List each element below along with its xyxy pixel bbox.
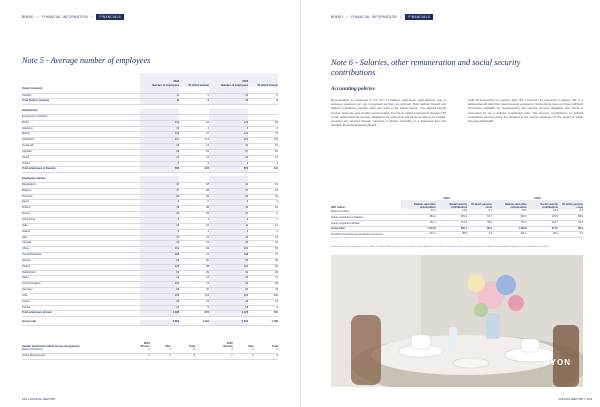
row-label: Employees in Sweden (22, 114, 140, 120)
row-value: 3 (140, 200, 179, 206)
row-value: 204 (209, 264, 248, 270)
row-label: Ireland (22, 229, 140, 235)
row-value: 2 600 (140, 320, 179, 325)
note-6-title: Note 6 - Salaries, other remuneration and social security contributions (331, 58, 521, 77)
row-value: 76 (248, 253, 278, 259)
row-label: India (22, 223, 140, 229)
row-value: 70 (179, 132, 209, 138)
row-value: 701.4 (401, 220, 436, 226)
row-value: 92 (209, 270, 248, 276)
row-value: 237 (140, 138, 179, 144)
row-label: Borås (22, 120, 140, 126)
row-value: 3 (209, 229, 248, 235)
right-page (300, 0, 600, 407)
row-value: 18 (179, 182, 209, 188)
row-label: United Kingdom (22, 282, 140, 288)
row-value: 43 (140, 241, 179, 247)
row-label: Örebro (22, 161, 140, 167)
product-photo (331, 255, 583, 387)
row-value: 71 (179, 282, 209, 288)
row-value: 10 (209, 155, 248, 161)
row-label: Malmö (22, 132, 140, 138)
row-value: 1 (179, 217, 209, 223)
row-value: 15 (248, 144, 278, 150)
row-value: 134 (179, 293, 209, 299)
table-row (331, 232, 583, 238)
row-label: Total employees abroad (22, 311, 140, 317)
row-value: 48.1 (527, 232, 558, 238)
row-label: Spain (22, 276, 140, 282)
row-value: 161 (140, 247, 179, 253)
row-value: 6 (179, 99, 209, 105)
row-value: 39 (179, 270, 209, 276)
table-row (22, 353, 278, 359)
row-value: 14 (209, 93, 248, 99)
row-value: 0 (248, 200, 278, 206)
row-value: 11 (140, 93, 179, 99)
row-label: Group Management (22, 353, 112, 359)
row-value: 6 (209, 200, 248, 206)
row-value: 1 496 (140, 311, 179, 317)
row-value: 9 (248, 212, 278, 218)
row-value: 193 (209, 247, 248, 253)
row-value: 39 (179, 194, 209, 200)
row-value: 13 (179, 144, 209, 150)
row-value: 90.4 (558, 226, 583, 232)
row-value: 16 (140, 223, 179, 229)
row-value: 47 (140, 188, 179, 194)
row-value: 29 (209, 299, 248, 305)
section-label: FINANCIAL INFORMATION (351, 15, 397, 19)
gender-title: Gender distribution within Group management (22, 344, 80, 348)
row-value: 3 (248, 126, 278, 132)
row-label: Board of Directors (22, 348, 112, 353)
row-label: Poland (22, 264, 140, 270)
page-number-right: ANNUAL REPORT // 103 (558, 397, 592, 401)
row-value: 16.3 (527, 209, 558, 214)
row-value: 11 (248, 276, 278, 282)
row-label: Sundsvall (22, 144, 140, 150)
row-value: 42 (209, 182, 248, 188)
row-label: Sweden (22, 93, 140, 99)
row-value: 28 (179, 188, 209, 194)
row-value: 99 (140, 270, 179, 276)
row-value: 6 (179, 93, 209, 99)
row-value: 22 (209, 276, 248, 282)
row-value: 4.3 (467, 209, 492, 214)
brand-label: BIMBO (331, 15, 343, 19)
row-label: Group companies abroad (331, 220, 401, 226)
row-value: 4 (248, 161, 278, 167)
row-label: Group companies in Sweden (331, 214, 401, 220)
row-value: 23 (248, 149, 278, 155)
row-value: 3 (248, 305, 278, 311)
row-value: 6 (209, 126, 248, 132)
row-value: 47 (140, 182, 179, 188)
row-value: 93 (209, 194, 248, 200)
row-value: 47 (140, 235, 179, 241)
row-value: 424 (179, 167, 209, 173)
row-value: 211.1 (492, 232, 527, 238)
row-value: 46 (140, 212, 179, 218)
row-value: 109 (140, 282, 179, 288)
row-value: 69 (140, 258, 179, 264)
section-chip: FINANCIALS (405, 14, 433, 20)
row-value: 63 (248, 247, 278, 253)
row-value: 10 (179, 223, 209, 229)
row-value: 4 (233, 348, 254, 353)
row-value: 89.5 (467, 226, 492, 232)
row-value: 171 (179, 138, 209, 144)
row-value: 60 (209, 288, 248, 294)
row-value: 48.5 (436, 232, 467, 238)
row-label: The Netherlands (22, 253, 140, 259)
row-value: 29.0 (492, 209, 527, 214)
row-value: 8 (248, 99, 278, 105)
row-value: 3 (195, 348, 233, 353)
row-value: 30 (248, 258, 278, 264)
row-value: 28 (179, 206, 209, 212)
row-value: 15 (248, 241, 278, 247)
row-value: 42 (209, 206, 248, 212)
row-value: 11 (179, 155, 209, 161)
row-label: Turkey (22, 299, 140, 305)
row-value: 37 (209, 188, 248, 194)
row-value: 11 (140, 99, 179, 105)
row-value: 40 (179, 288, 209, 294)
row-value: 14 (209, 99, 248, 105)
row-value: 8 (248, 93, 278, 99)
row-value: 29 (248, 282, 278, 288)
row-value: 28 (140, 299, 179, 305)
row-value: 775.4 (492, 220, 527, 226)
row-value: 2 512 (209, 320, 248, 325)
row-value: 0 (179, 200, 209, 206)
row-value: 188 (140, 253, 179, 259)
row-label: Umeå (22, 155, 140, 161)
row-label: Bangladesh (22, 182, 140, 188)
row-value: 6 (150, 353, 171, 359)
row-label: Total Parent company (22, 99, 140, 105)
row-label: Egypt (22, 200, 140, 206)
policy-text-col-1: Remuneration to employees in the form of salaries, paid leave, paid absence due to sickness, pensions etc. are recognised as they are accrued. Both defined benefit and defined contribution pension plans are used in the Parent Group. The defined benefit pension plans are only smaller pension plans. For the so-called employee in Sweden ITP 2 plan defined benefit pension obligations for retirement and family pensions are funded, pensions are secured through insurance in Alecta. According to a statement from the Swedish Financial Reporting Board, (331, 98, 446, 128)
row-value: 99 (140, 194, 179, 200)
section-chip: FINANCIALS (96, 14, 124, 20)
row-value: 4 (140, 229, 179, 235)
total-row (22, 320, 278, 325)
row-label: Stockholm (22, 138, 140, 144)
row-value: 13.8 (436, 209, 467, 214)
row-value: 21 (179, 241, 209, 247)
row-value: 198 (209, 253, 248, 259)
row-value: 359.3 (492, 214, 527, 220)
gender-table: Gender distribution within Group management 2023 Women Men Total 2022 Women Men Total Board of Directors 3 3 6 3 4 7 Group Management 2 6 8 2 6 8 (22, 340, 278, 360)
row-value: 3 (209, 161, 248, 167)
row-value: 141 (209, 132, 248, 138)
row-value: 15 (179, 299, 209, 305)
row-value: 16 (248, 206, 278, 212)
remuneration-note: Of the Parent company's pension costs, SEK 2.5 million (SEK 3.4 million) concerns the Group's Board and the CEO of the Group. Of the Group's pension costs, SEK 5.8 million (SEK 6.8 million) concerns the Boards and CEOs. (331, 246, 551, 248)
col-2023-number: 2023 Number of employees (140, 73, 179, 87)
row-value: 36 (179, 258, 209, 264)
row-value: 29 (140, 276, 179, 282)
row-value: 8 (140, 161, 179, 167)
employees-table (22, 73, 278, 326)
row-value: 53.7 (467, 214, 492, 220)
row-value: 1 (179, 229, 209, 235)
row-value: 14 (140, 155, 179, 161)
row-value: 67 (209, 149, 248, 155)
row-value: 228 (140, 264, 179, 270)
row-label: Switzerland (22, 270, 140, 276)
row-value: 3 (150, 348, 171, 353)
row-value: 272 (209, 138, 248, 144)
row-value: 98 (179, 264, 209, 270)
row-value: 16 (248, 155, 278, 161)
row-value: 44 (209, 235, 248, 241)
row-value: 58.9 (558, 214, 583, 220)
col-2022-women: Of which women (248, 73, 278, 87)
row-value: 13 (140, 126, 179, 132)
row-label: Total employees in Sweden (22, 167, 140, 173)
row-value: 11 (209, 223, 248, 229)
row-value: 354.2 (401, 214, 436, 220)
row-value: 3.3 (467, 232, 492, 238)
row-value: 22.3 (401, 209, 436, 214)
row-value: 6 (233, 353, 254, 359)
row-label: Germany (22, 288, 140, 294)
row-value: 32.5 (467, 220, 492, 226)
row-label: Denmark (22, 194, 140, 200)
row-value: 801 (179, 311, 209, 317)
row-label: Subsidiaries (22, 108, 140, 114)
year-2023: 2023 (443, 196, 450, 200)
row-value: 21 (179, 149, 209, 155)
row-value: 2 (195, 353, 233, 359)
row-value: 14 (248, 223, 278, 229)
row-value: 175 (248, 138, 278, 144)
row-value: 721 (248, 311, 278, 317)
row-value: 3 (112, 348, 150, 353)
row-value: 18 (248, 188, 278, 194)
row-value: 144.7 (527, 220, 558, 226)
row-label: Belgium (22, 188, 140, 194)
row-value: 37 (209, 212, 248, 218)
brand-label: BIMBO (22, 15, 34, 19)
row-label: France (22, 212, 140, 218)
row-value: 134 (140, 120, 179, 126)
row-value: 69 (140, 288, 179, 294)
row-value: 782 (140, 167, 179, 173)
row-label: Italy (22, 235, 140, 241)
row-value: 14 (179, 276, 209, 282)
row-value: 93 (209, 282, 248, 288)
row-value: 7 (254, 348, 278, 353)
row-value: 18 (209, 305, 248, 311)
row-value: 5 (179, 305, 209, 311)
row-value: 43 (179, 247, 209, 253)
page-header: BIMBO // FINANCIAL INFORMATION // FINANCIALS (22, 14, 124, 20)
row-value: 2 (209, 217, 248, 223)
row-value: 14 (140, 305, 179, 311)
row-value: 871 (209, 167, 248, 173)
year-2022: 2022 (534, 196, 541, 200)
row-value: 350.7 (436, 226, 467, 232)
row-label: Of which purchasing and production personnel (331, 232, 401, 238)
row-value: 2 (112, 353, 150, 359)
row-label: Göteborg (22, 126, 140, 132)
row-value: 4 (179, 161, 209, 167)
row-label: Austria (22, 305, 140, 311)
row-label: Canada (22, 241, 140, 247)
row-value: 25 (179, 212, 209, 218)
row-value: 74 (248, 132, 278, 138)
row-value: 19 (248, 299, 278, 305)
policy-text-col-2: UFR 10 Accounting for pension plan ITP 2 financed by insurance in Alecta, this is a defined benefit plan that covers several employers. Since Alecta does not have sufficient information available for measurement, the Group's pension obligation with Alecta is accounted for as a defined contribution plan. The Group's contributions to defined contribution pension plans are charged to the income statement in the period to which they are attributable. (468, 98, 583, 124)
row-value: 136 (140, 132, 179, 138)
row-value: 177.8 (436, 220, 467, 226)
row-value: 32 (248, 270, 278, 276)
note-5-title: Note 5 - Average number of employees (22, 56, 151, 65)
row-value: 43 (248, 288, 278, 294)
page-header-right: BIMBO // FINANCIAL INFORMATION // FINANCIALS (331, 14, 433, 20)
row-value: 6 (171, 348, 195, 353)
row-label: Finland (22, 206, 140, 212)
row-value: 63 (140, 149, 179, 155)
row-label: Parent company (331, 209, 401, 214)
row-value: 48 (140, 206, 179, 212)
row-value: 33 (209, 241, 248, 247)
col-2023-women: Of which women (179, 73, 209, 87)
row-value: 444 (248, 167, 278, 173)
row-value: 59 (209, 258, 248, 264)
row-value: 1 (248, 217, 278, 223)
row-value: 32 (248, 194, 278, 200)
row-value: 19 (248, 182, 278, 188)
row-label: Group total (22, 320, 140, 325)
row-value: 31 (209, 144, 248, 150)
row-label: Group total (331, 226, 401, 232)
row-value: 4 (179, 126, 209, 132)
row-value: 129 (209, 120, 248, 126)
row-value: 371.5 (527, 226, 558, 232)
row-value: 2.2 (558, 232, 583, 238)
row-value: 170.5 (527, 214, 558, 220)
row-value: 209 (140, 293, 179, 299)
row-value: 52 (248, 120, 278, 126)
row-label: Parent company (22, 87, 140, 93)
row-value: 29 (140, 144, 179, 150)
row-value: 1 169 (248, 320, 278, 325)
row-value: 211.1 (401, 232, 436, 238)
row-value: 1 (248, 229, 278, 235)
unit-label: SEK million (331, 200, 401, 209)
byon-logo: BYON (543, 358, 571, 367)
row-value: 1 159.6 (492, 226, 527, 232)
row-value: 51 (179, 120, 209, 126)
row-value: 1 478 (209, 311, 248, 317)
row-label: Hong Kong (22, 217, 140, 223)
row-label: Uppsala (22, 149, 140, 155)
row-value: 3 (140, 217, 179, 223)
row-value: 19 (248, 235, 278, 241)
row-value: 1 077.8 (401, 226, 436, 232)
col-2022-number: 2022 Number of employees (209, 73, 248, 87)
row-value: 72 (179, 253, 209, 259)
row-value: 8 (254, 353, 278, 359)
row-label: Norway (22, 258, 140, 264)
accounting-policies-heading: Accounting policies (331, 86, 375, 92)
photo-illustration (331, 255, 583, 387)
row-value: 84 (248, 264, 278, 270)
remuneration-table: 2023 2022 SEK million Salaries and other remuneration Social security contributions Of which pension costs Salaries and other remuneration Social security contributions Of which pension costs Parent company 22.3 13.8 4.3 29.0 16.3 5.3 Group companies in Sweden 354.2 159.2 53.7 359.3 170.5 58.9 Group companies abroad 701.4 177.8 32.5 775.4 144.7 26.3 Group total 1 077.8 350.7 89.5 1 159.6 371.5 90.4 Of which purchasing and production personnel 211.1 48.5 3.3 211.1 48.1 2.2 (331, 196, 583, 237)
row-value: 159.2 (436, 214, 467, 220)
row-label: China (22, 247, 140, 253)
section-label: FINANCIAL INFORMATION (42, 15, 88, 19)
row-label: USA (22, 293, 140, 299)
page-number-left: 102 // ANNUAL REPORT (22, 397, 56, 401)
row-value: 192 (209, 293, 248, 299)
row-value: 1 191 (179, 320, 209, 325)
row-label: Employees abroad (22, 176, 140, 182)
row-value: 5.3 (558, 209, 583, 214)
row-value: 26.3 (558, 220, 583, 226)
row-value: 106 (248, 293, 278, 299)
row-value: 21 (179, 235, 209, 241)
row-value: 8 (171, 353, 195, 359)
